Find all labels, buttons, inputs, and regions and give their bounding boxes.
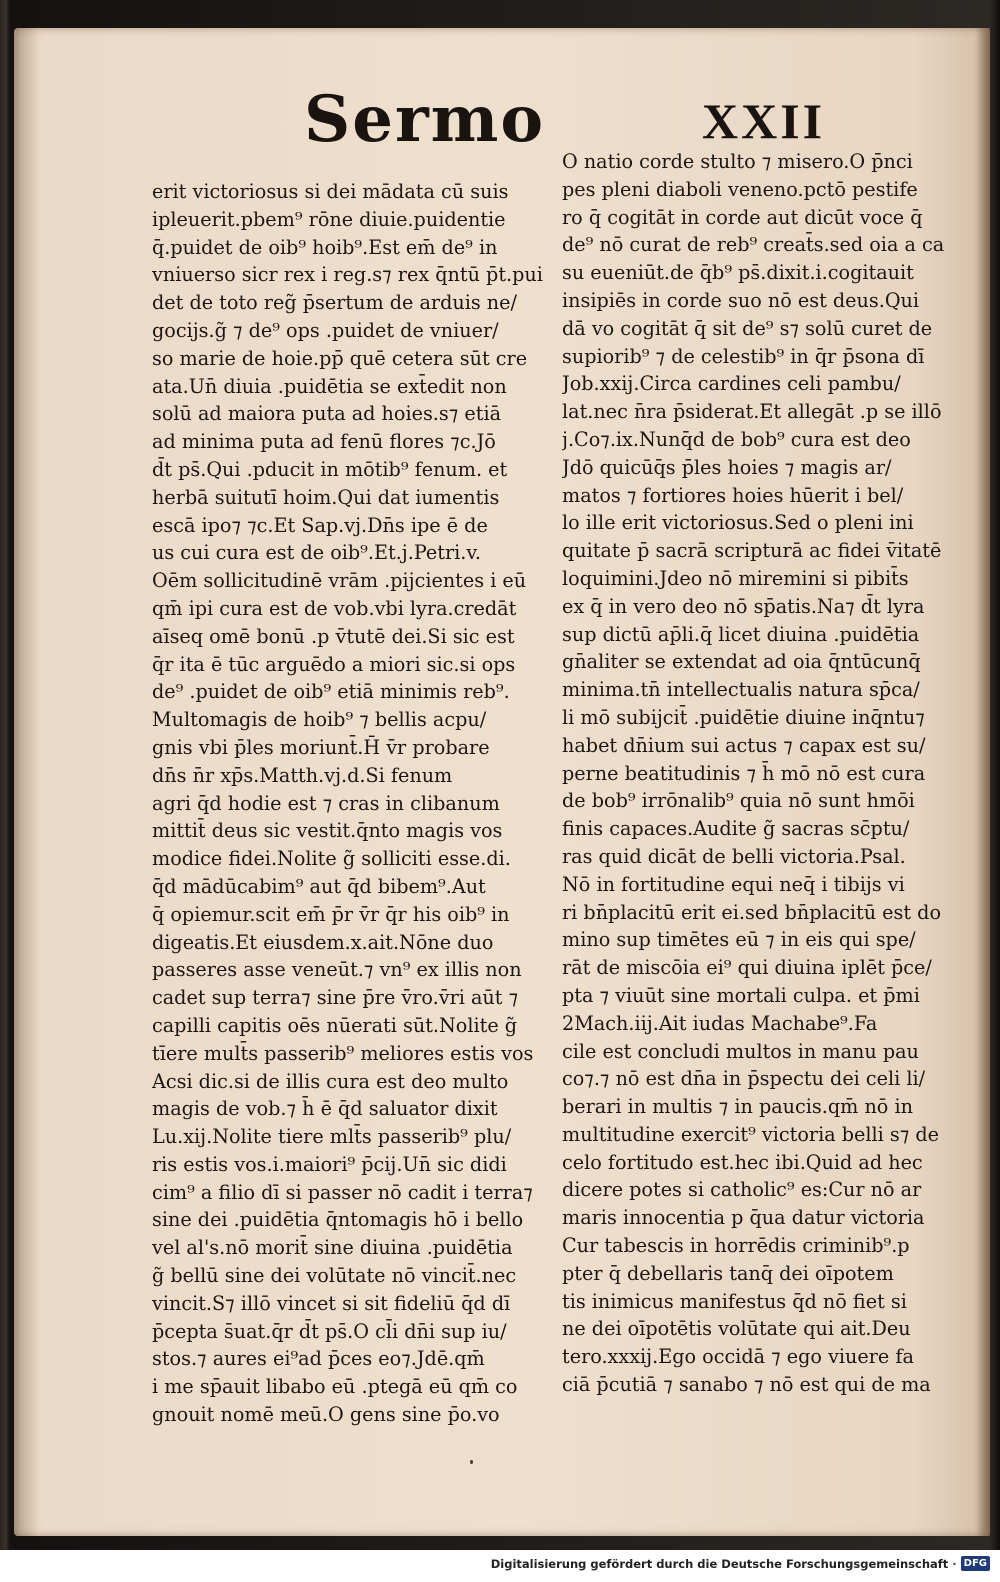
text-line: passeres asse veneūt.⁊ vn⁹ ex illis non <box>152 958 522 982</box>
left-column <box>152 178 562 1429</box>
text-line: aīseq omē bonū .p v̄tutē dei.Si sic est <box>152 624 515 648</box>
text-line: Nō in fortitudine equi neq̄ i tibijs vi <box>562 872 905 896</box>
text-line: gnouit nomē meū.O gens sine p̄o.vo <box>152 1403 500 1427</box>
page-edge-shadow <box>976 28 990 1536</box>
text-line: so marie de hoie.pp̄ quē cetera sūt cre <box>152 346 528 370</box>
page-heading: Sermo <box>304 82 546 157</box>
text-line: Job.xxij.Circa cardines celi pambu/ <box>562 372 901 396</box>
text-line: mino sup timētes eū ⁊ in eis qui spe/ <box>562 928 916 952</box>
text-line: ata.Un̄ diuia .puidētia se ext̄edit non <box>152 374 507 398</box>
text-line: digeatis.Et eiusdem.x.ait.Nōne duo <box>152 930 494 954</box>
text-line: habet dn̄ium sui actus ⁊ capax est su/ <box>562 733 926 757</box>
text-line: j.Co⁊.ix.Nunq̄d de bob⁹ cura est deo <box>562 427 911 451</box>
text-line: det de toto reg̃ p̄sertum de arduis ne/ <box>152 291 517 315</box>
text-line: d̄t ps̄.Qui .pducit in mōtib⁹ fenum. et <box>152 457 508 481</box>
text-line: Multomagis de hoib⁹ ⁊ bellis acpu/ <box>152 708 487 732</box>
text-line: dā vo cogitāt q̄ sit de⁹ s⁊ solū curet de <box>562 316 933 340</box>
text-line: berari in multis ⁊ in paucis.qm̄ nō in <box>562 1095 913 1119</box>
text-line: tīere mult̄s passerib⁹ meliores estis vos <box>152 1041 534 1065</box>
text-line: Acsi dic.si de illis cura est deo multo <box>152 1069 509 1093</box>
text-line: ras quid dicāt de belli victoria.Psal. <box>562 844 906 868</box>
text-line: ciā p̄cutiā ⁊ sanabo ⁊ nō est qui de ma <box>562 1373 931 1397</box>
text-line: q̄ opiemur.scit em̄ p̄r v̄r q̄r his oib⁹ in <box>152 902 510 926</box>
text-line: gocijs.g̃ ⁊ de⁹ ops .puidet de vniuer/ <box>152 318 499 342</box>
text-line: insipiēs in corde suo nō est deus.Qui <box>562 288 920 312</box>
credit-separator: · <box>952 1556 957 1571</box>
text-line: i me sp̄auit libabo eū .ptegā eū qm̄ co <box>152 1375 518 1399</box>
text-line: Cur tabescis in horrēdis criminib⁹.p <box>562 1234 910 1258</box>
text-line: perne beatitudinis ⁊ h̄ mō nō est cura <box>562 761 926 785</box>
text-line: quitate p̄ sacrā scripturā ac fidei v̄itatē <box>562 539 942 563</box>
text-line: de⁹ .puidet de oib⁹ etiā minimis reb⁹. <box>152 680 510 704</box>
text-line: vincit.S⁊ illō vincet si sit fideliū q̄d dī <box>152 1291 511 1315</box>
text-line: gnis vbi p̄les moriunt̄.H̄ v̄r probare <box>152 735 490 759</box>
text-line: escā ipo⁊ ⁊c.Et Sap.vj.Dn̄s ipe ē de <box>152 513 488 537</box>
text-line: mittit̄ deus sic vestit.q̄nto magis vos <box>152 819 503 843</box>
text-line: gn̄aliter se extendat ad oia q̄ntūcunq̄ <box>562 650 921 674</box>
text-line: pter q̄ debellaris tanq̄ dei oīpotem <box>562 1261 894 1285</box>
text-line: pta ⁊ viuūt sine mortali culpa. et p̄mi <box>562 983 920 1007</box>
text-line: dicere potes si catholic⁹ es:Cur nō ar <box>562 1178 922 1202</box>
text-line: erit victoriosus si dei mādata cū suis <box>152 180 509 203</box>
folio-number: XXII <box>702 93 826 149</box>
text-line: q̄r ita ē tūc arguēdo a miori sic.si ops <box>152 652 516 676</box>
text-line: sine dei .puidētia q̄ntomagis hō i bello <box>152 1208 524 1232</box>
text-line: vniuerso sicr rex i reg.s⁊ rex q̄ntū p̄t.pui <box>152 263 543 287</box>
text-line: solū ad maiora puta ad hoies.s⁊ etiā <box>152 402 502 426</box>
text-line: g̃ bellū sine dei volūtate nō vincit̄.nec <box>152 1264 517 1288</box>
text-line: Oēm sollicitudinē vrām .pijcientes i eū <box>152 569 527 593</box>
text-line: ro q̄ cogitāt in corde aut dicūt voce q̄ <box>562 205 923 229</box>
text-line: 2Mach.iij.Ait iudas Machabe⁹.Fa <box>562 1011 878 1035</box>
text-line: lo ille erit victoriosus.Sed o pleni ini <box>562 511 914 535</box>
text-line: cile est concludi multos in manu pau <box>562 1039 919 1063</box>
text-line: modice fidei.Nolite g̃ solliciti esse.di. <box>152 847 511 871</box>
text-line: tero.xxxij.Ego occidā ⁊ ego viuere fa <box>562 1345 914 1369</box>
ink-speck <box>470 1460 473 1464</box>
text-line: vel al's.nō morit̄ sine diuina .puidētia <box>152 1236 513 1260</box>
text-line: magis de vob.⁊ h̄ ē q̄d saluator dixit <box>152 1097 498 1121</box>
text-line: rāt de miscōia ei⁹ qui diuina iplēt p̄ce/ <box>562 956 932 980</box>
digitization-credit <box>491 1556 990 1571</box>
text-line: herbā suitutī hoim.Qui dat iumentis <box>152 485 500 509</box>
text-line: celo fortitudo est.hec ibi.Quid ad hec <box>562 1150 923 1174</box>
text-line: q̄.puidet de oib⁹ hoib⁹.Est em̄ de⁹ in <box>152 235 498 259</box>
text-line: loquimini.Jdeo nō miremini si pibit̄s <box>562 566 909 590</box>
text-line: maris innocentia p q̄ua datur victoria <box>562 1206 925 1230</box>
text-line: capilli capitis oēs nūerati sūt.Nolite g̃ <box>152 1013 518 1037</box>
text-line: de bob⁹ irrōnalib⁹ quia nō sunt hmōi <box>562 789 915 813</box>
text-line: co⁊.⁊ nō est dn̄a in p̄spectu dei celi li/ <box>562 1067 926 1091</box>
text-line: ex q̄ in vero deo nō sp̄atis.Na⁊ d̄t lyra <box>562 594 925 618</box>
text-line: multitudine exercit⁹ victoria belli s⁊ de <box>562 1122 940 1146</box>
text-line: stos.⁊ aures ei⁹ad p̄ces eo⁊.Jdē.qm̄ <box>152 1347 485 1371</box>
text-line: cadet sup terra⁊ sine p̄re v̄ro.v̄ri aūt ⁊ <box>152 986 519 1010</box>
credit-text: Digitalisierung gefördert durch die Deutsche Forschungsgemeinschaft <box>490 1556 949 1571</box>
text-line: ne dei oīpotētis volūtate qui ait.Deu <box>562 1317 911 1341</box>
text-line: ipleuerit.pbem⁹ rōne diuie.puidentie <box>152 207 506 231</box>
text-line: li mō subijcit̄ .puidētie diuine inq̄ntu⁊ <box>562 705 925 729</box>
text-line: finis capaces.Audite g̃ sacras sc̄ptu/ <box>562 817 910 841</box>
text-line: su eueniūt.de q̄b⁹ ps̄.dixit.i.cogitauit <box>562 261 914 285</box>
dfg-logo-icon: DFG <box>961 1556 990 1571</box>
right-column <box>562 148 972 1399</box>
text-line: ad minima puta ad fenū flores ⁊c.Jō <box>152 430 496 454</box>
text-line: Jdō quicūq̄s p̄les hoies ⁊ magis ar/ <box>562 455 892 479</box>
text-line: ri bn̄placitū erit ei.sed bn̄placitū est do <box>562 900 941 924</box>
text-line: ris estis vos.i.maiori⁹ p̄cij.Un̄ sic didi <box>152 1152 507 1176</box>
text-line: supiorib⁹ ⁊ de celestib⁹ in q̄r p̄sona dī <box>562 344 925 368</box>
text-line: minima.tn̄ intellectualis natura sp̄ca/ <box>562 678 920 702</box>
text-line: qm̄ ipi cura est de vob.vbi lyra.credāt <box>152 596 517 620</box>
text-line: sup dictū ap̄li.q̄ licet diuina .puidētia <box>562 622 920 646</box>
text-line: de⁹ nō curat de reb⁹ creat̄s.sed oia a ca <box>562 233 945 257</box>
text-line: matos ⁊ fortiores hoies hūerit i bel/ <box>562 483 904 507</box>
text-line: lat.nec n̄ra p̄siderat.Et allegāt .p se illō <box>562 400 942 424</box>
gutter-shadow <box>14 28 38 1536</box>
text-line: O natio corde stulto ⁊ misero.O p̄nci <box>562 150 913 173</box>
text-line: Lu.xij.Nolite tiere mlt̄s passerib⁹ plu/ <box>152 1125 512 1149</box>
text-line: pes pleni diaboli veneno.pctō pestife <box>562 177 918 201</box>
text-line: dn̄s n̄r xp̄s.Matth.vj.d.Si fenum <box>152 763 453 787</box>
text-line: cim⁹ a filio dī si passer nō cadit i terra⁊ <box>152 1180 533 1204</box>
text-line: tis inimicus manifestus q̄d nō fiet si <box>562 1289 907 1313</box>
text-line: q̄d mādūcabim⁹ aut q̄d bibem⁹.Aut <box>152 874 486 898</box>
text-line: us cui cura est de oib⁹.Et.j.Petri.v. <box>152 541 482 565</box>
text-line: agri q̄d hodie est ⁊ cras in clibanum <box>152 791 500 815</box>
text-line: p̄cepta s̄uat.q̄r d̄t ps̄.O cl̄i dn̄i sup iu/ <box>152 1319 507 1343</box>
